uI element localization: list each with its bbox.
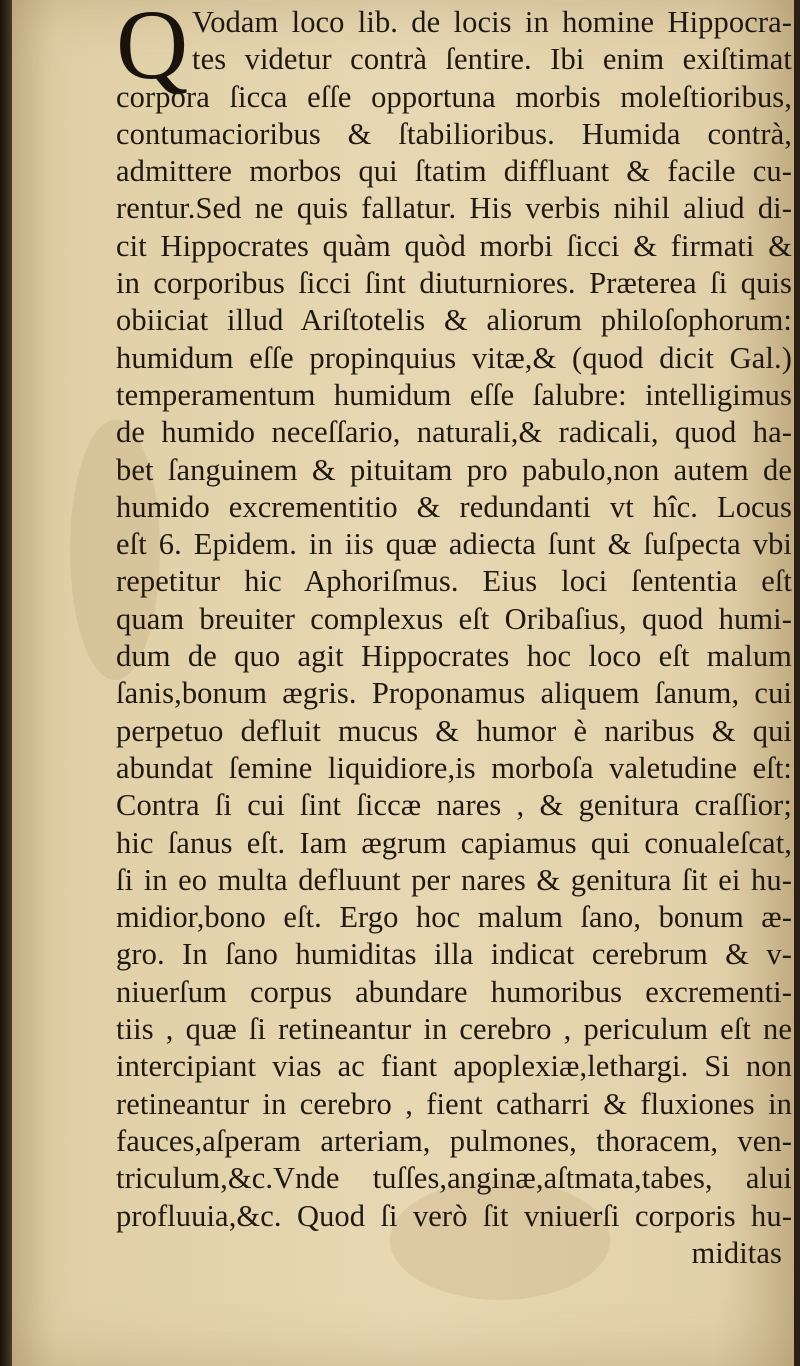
page-edge [794, 0, 800, 1366]
text-line: ſanis,bonum ægris. Proponamus aliquem ſanum, cui [116, 676, 792, 711]
text-line: profluuia,&c. Quod ſi verò ſit vniuerſi corporis hu- [116, 1198, 792, 1233]
text-line: retineantur in cerebro , fient catharri & fluxiones in [116, 1086, 792, 1121]
text-line: cit Hippocrates quàm quòd morbi ſicci & firmati & [116, 228, 792, 263]
text-line: bet ſanguinem & pituitam pro pabulo,non autem de [116, 452, 792, 487]
text-line: repetitur hic Aphoriſmus. Eius loci ſententia eſt [116, 564, 792, 599]
text-line: Contra ſi cui ſint ſiccæ nares , & genitura craſſior; [116, 788, 792, 823]
text-line: dum de quo agit Hippocrates hoc loco eſt malum [116, 639, 792, 674]
text-line: humidum eſſe propinquius vitæ,& (quod dicit Gal.) [116, 340, 792, 375]
text-line: obiiciat illud Ariſtotelis & aliorum philoſophorum: [116, 303, 792, 338]
body-text [116, 0, 792, 1272]
catchword: miditas [691, 1235, 782, 1270]
text-line: tes videtur contrà ſentire. Ibi enim exiſtimat [192, 42, 792, 77]
text-line: temperamentum humidum eſſe ſalubre: intelligimus [116, 377, 792, 412]
text-line: perpetuo defluit mucus & humor è naribus & qui [116, 713, 792, 748]
drop-cap-initial: Q [116, 0, 189, 100]
text-line: ſi in eo multa defluunt per nares & genitura ſit ei hu- [116, 862, 792, 897]
text-line: quam breuiter complexus eſt Oribaſius, quod humi- [116, 601, 792, 636]
text-line: triculum,&c.Vnde tuſſes,anginæ,aſtmata,tabes, alui [116, 1161, 792, 1196]
text-line: tiis , quæ ſi retineantur in cerebro , periculum eſt ne [116, 1012, 792, 1047]
text-line: humido excrementitio & redundanti vt hîc. Locus [116, 489, 792, 524]
text-line: eſt 6. Epidem. in iis quæ adiecta ſunt & ſuſpecta vbi [116, 527, 792, 562]
text-line: in corporibus ſicci ſint diuturniores. Præterea ſi quis [116, 266, 792, 301]
text-line: corpora ſicca eſſe opportuna morbis moleſtioribus, [116, 79, 792, 114]
binding-shadow [0, 0, 12, 1366]
text-line: niuerſum corpus abundare humoribus excrementi- [116, 974, 792, 1009]
text-line: intercipiant vias ac fiant apoplexiæ,lethargi. Si non [116, 1049, 792, 1084]
text-line: midior,bono eſt. Ergo hoc malum ſano, bonum æ- [116, 900, 792, 935]
text-line: de humido neceſſario, naturali,& radicali, quod ha- [116, 415, 792, 450]
text-line: Vodam loco lib. de locis in homine Hippocra- [192, 5, 792, 39]
text-line: hic ſanus eſt. Iam ægrum capiamus qui conualeſcat, [116, 825, 792, 860]
text-line: gro. In ſano humiditas illa indicat cerebrum & v- [116, 937, 792, 972]
text-line: abundat ſemine liquidiore,is morboſa valetudine eſt: [116, 750, 792, 785]
text-line: fauces,aſperam arteriam, pulmones, thoracem, ven- [116, 1123, 792, 1158]
text-line: rentur.Sed ne quis fallatur. His verbis nihil aliud di- [116, 191, 792, 226]
text-line: admittere morbos qui ſtatim diffluant & facile cu- [116, 154, 792, 189]
text-line: contumacioribus & ſtabilioribus. Humida contrà, [116, 116, 792, 151]
